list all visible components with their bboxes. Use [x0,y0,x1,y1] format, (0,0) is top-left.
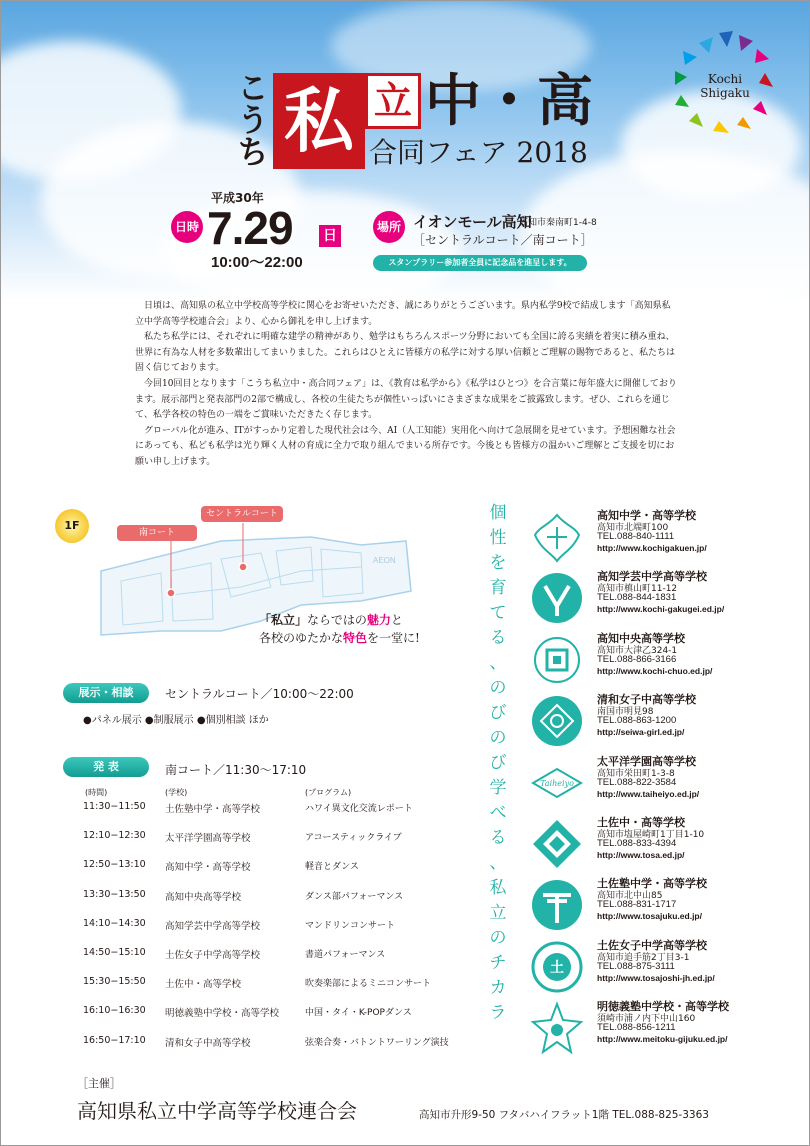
school-url[interactable]: http://www.kochi-chuo.ed.jp/ [597,665,713,676]
program-school: 土佐女子中学高等学校 [165,950,261,961]
school-url[interactable]: http://www.taiheiyo.ed.jp/ [597,788,700,799]
school-address: 高知市槙山町11-12 [597,584,678,595]
program-school: 高知中学・高等学校 [165,862,251,874]
exhibition-heading: セントラルコート／10:00～22:00 [165,687,354,701]
program-time: 16:50−17:10 [83,1034,146,1046]
slogan-char: の [489,728,507,748]
organizer-name: 高知県私立中学高等学校連合会 [77,1099,357,1123]
school-url[interactable]: http://www.kochigakuen.jp/ [597,543,707,553]
event-time: 10:00～22:00 [211,254,303,271]
organizer-label: ［主催］ [77,1077,121,1090]
program-time: 11:30−11:50 [83,801,146,812]
venue-name: イオンモール高知 [413,213,532,231]
program-school: 太平洋学園高等学校 [165,833,251,845]
exhibition-items [83,711,269,726]
school-address: 高知市北端町100 [597,523,669,533]
program-time: 14:10−14:30 [83,917,146,929]
school-name: 太平洋学園高等学校 [597,754,696,768]
map-tagline [259,611,420,647]
school-url[interactable]: http://www.tosajuku.ed.jp/ [597,911,702,922]
school-name: 土佐塾中学・高等学校 [597,877,707,891]
school-url[interactable]: http://www.tosajoshi-jh.ed.jp/ [597,972,715,983]
south-court-label: 南コート [117,525,197,541]
school-entry [529,937,779,999]
slogan-char: て [489,603,507,623]
school-url[interactable]: http://www.tosa.ed.jp/ [597,850,685,860]
tagline-part: 「私立」 [259,613,308,627]
gakugei-emblem-icon [529,570,585,626]
slogan-char: 、 [489,853,507,873]
central-court-label: セントラルコート [201,506,283,522]
tosajuku-emblem-icon [529,877,585,933]
program-time: 15:30−15:50 [83,976,146,988]
tosajoshi-emblem-icon [529,939,585,995]
program-row [83,1035,463,1059]
school-entry [529,691,779,753]
program-row [83,859,463,883]
school-name: 明徳義塾中学校・高等学校 [597,1000,729,1014]
school-name: 高知学芸中学高等学校 [597,570,707,584]
map-aeon-label: AEON [373,556,396,565]
program-school: 土佐中・高等学校 [165,979,242,991]
title-chuko: 中・高 [425,68,593,134]
organizer-address: 高知市升形9-50 フタバハイフラット1階 TEL.088-825-3363 [419,1109,709,1121]
school-name: 高知中央高等学校 [597,631,685,645]
program-school: 清和女子中高等学校 [165,1037,251,1049]
school-entry [529,998,779,1060]
school-address: 高知市追手筋2丁目3-1 [597,952,690,963]
slogan-char: 、 [489,653,507,673]
program-school: 明徳義塾中学校・高等学校 [165,1008,280,1020]
program-time: 16:10−16:30 [83,1005,146,1017]
greeting-paragraph: グローバル化が進み、ITがすっかり定着した現代社会は今、AI（人工知能）実用化へ向けて急展開を見せています。予想困難な社会にあっても、私ども私学は光り輝く人材の育成に全力で取り組んでまいる所存です。今後とも皆様方の温かいご理解とご支援を切にお願い申し上げます。 [135,425,676,467]
slogan-char: び [489,703,507,723]
tagline-part: ならではの [307,613,367,627]
title-fair: 合同フェア 2018 [369,136,588,169]
logo-text-2: Shigaku [700,86,750,100]
program-title: ダンス部パフォーマンス [305,891,404,902]
chuo-emblem-icon [529,632,585,688]
school-entry [529,630,779,692]
slogan-char: 個 [489,503,507,523]
program-row [83,918,463,942]
slogan-char: の [489,678,507,698]
school-tel: TEL.088-833-4394 [597,838,677,849]
venue-address: 高知市秦南町1-4-8 [519,218,597,228]
slogan-char: る [489,828,507,848]
greeting-paragraph: 日頃は、高知県の私立中学校高等学校に関心をお寄せいただき、誠にありがとうございます。県内私学9校で結成します「高知県私立中学高等学校連合会」より、心から御礼を申し上げます。 [135,301,671,327]
title-kouchi: こうち [232,71,270,167]
slogan-char: 私 [489,878,507,898]
col-time-header: (時間) [85,788,108,797]
slogan-char: び [489,753,507,773]
tagline-part: を一堂に! [367,631,420,645]
program-row [83,1005,463,1029]
program-title: ハワイ異文化交流レポート [305,804,413,814]
program-school: 土佐塾中学・高等学校 [165,804,261,815]
program-title: 弦楽合奏・バトントワーリング演技 [305,1037,449,1048]
slogan-char: 学 [489,778,507,798]
title-shi: 私 [273,73,365,169]
greeting-paragraph: 私たち私学には、それぞれに明確な建学の精神があり、勉学はもちろんスポーツ分野においても全国に誇る実績を着実に積み重ね、世界に有為な人材を多数輩出してまいりました。これらはひとえに皆様方の私学に対する厚い信頼とご理解の賜物であると、私たちは固く信じております。 [135,332,676,374]
meitoku-emblem-icon [529,1000,585,1056]
school-tel: TEL.088-875-3111 [597,960,675,972]
school-tel: TEL.088-856-1211 [597,1022,676,1034]
exhibition-item: ●パネル展示 [83,715,142,726]
tagline-part: 各校のゆたかな [259,631,344,645]
svg-text:土: 土 [550,959,564,976]
floor-badge: 1F [55,509,89,543]
school-address: 高知市栄田町1-3-8 [597,768,675,779]
slogan-char: る [489,628,507,648]
school-name: 土佐中・高等学校 [597,816,685,829]
school-tel: TEL.088-844-1831 [597,592,677,604]
program-title: マンドリンコンサート [305,920,396,931]
program-title: 書道パフォーマンス [305,950,386,960]
school-url[interactable]: http://www.kochi-gakugei.ed.jp/ [597,604,725,615]
school-entry [529,568,779,630]
program-time: 12:50−13:10 [83,859,146,871]
tagline-part: と [390,613,403,627]
program-row [83,801,463,825]
presentation-heading: 南コート／11:30～17:10 [165,763,307,777]
tagline-part: 魅力 [366,613,391,627]
school-tel: TEL.088-840-1111 [597,531,675,542]
school-address: 高知市塩屋崎町1丁目1-10 [597,830,705,840]
slogan-char: カ [489,978,507,998]
school-url[interactable]: http://www.meitoku-gijuku.ed.jp/ [597,1034,728,1045]
logo-text-1: Kochi [707,72,743,86]
slogan-char: 育 [489,578,507,598]
vertical-slogan [484,501,512,1026]
school-name: 土佐女子中学高等学校 [597,938,707,952]
col-school-header: (学校) [165,788,188,797]
col-program-header: (プログラム) [305,788,352,797]
program-title: 軽音とダンス [305,862,359,873]
school-name: 清和女子中高等学校 [597,693,696,707]
school-entry [529,814,779,876]
svg-text:Taiheiyo: Taiheiyo [540,778,574,788]
slogan-char: を [489,553,507,573]
program-school: 高知学芸中学高等学校 [165,920,261,932]
tosa-emblem-icon [529,816,585,872]
program-time: 14:50−15:10 [83,947,146,958]
school-address: 高知市北中山85 [597,891,663,902]
school-tel: TEL.088-831-1717 [597,899,677,911]
school-tel: TEL.088-822-3584 [597,776,677,788]
school-name: 高知中学・高等学校 [597,509,696,522]
program-time: 13:30−13:50 [83,888,146,900]
program-school: 高知中央高等学校 [165,891,242,903]
greeting-paragraph: 今回10回目となります「こうち私立中・高合同フェア」は、《教育は私学から》《私学はひとつ》を合言葉に毎年盛大に開催しております。展示部門と発表部門の2部で構成し、各校の生徒たちが個性いっぱいにさまざまな成果をご披露致します。ぜひ、これらを通じて、私学各校の特色の一端をご賞味いただきたく存じます。 [135,378,677,421]
slogan-char: べ [489,803,507,823]
event-day-of-week: 日 [319,225,341,247]
exhibition-item: ●制服展示 [144,715,194,726]
slogan-char: ラ [489,1003,507,1023]
taiheiyo-emblem-icon [529,755,585,811]
school-entry [529,753,779,815]
program-row [83,889,463,913]
school-entry [529,507,779,569]
presentation-tag: 発 表 [63,757,149,777]
event-era: 平成30年 [211,191,264,205]
school-address: 高知市大津乙324-1 [597,645,678,656]
slogan-char: チ [489,953,507,973]
title-block [1,1,810,301]
program-row [83,830,463,854]
program-time: 12:10−12:30 [83,830,146,842]
date-badge: 日時 [171,211,203,243]
seiwa-emblem-icon [529,693,585,749]
school-entry [529,875,779,937]
school-tel: TEL.088-866-3166 [597,653,677,665]
kochi-shigaku-logo [669,29,781,141]
event-date: 7.29 [207,202,293,254]
greeting-text [135,299,677,471]
exhibition-item: ●個別相談 ほか [196,715,269,726]
tagline-part: 特色 [343,631,368,645]
school-tel: TEL.088-863-1200 [597,715,677,727]
program-title: アコースティックライブ [305,833,402,844]
program-title: 中国・タイ・K-POPダンス [305,1008,412,1019]
slogan-char: 性 [489,528,507,548]
school-address: 南国市明見98 [597,707,654,718]
program-row [83,976,463,1000]
school-address: 須崎市浦ノ内下中山160 [597,1014,696,1025]
stamp-rally-banner: スタンプラリー参加者全員に記念品を進呈します。 [373,255,587,271]
program-title: 吹奏楽部によるミニコンサート [305,979,432,990]
venue-area: ［セントラルコート／南コート］ [413,233,593,247]
kochi-emblem-icon [529,509,585,565]
title-ritsu: 立 [365,73,421,129]
slogan-char: の [489,928,507,948]
program-row [83,947,463,971]
venue-badge: 場所 [373,211,405,243]
school-url[interactable]: http://seiwa-girl.ed.jp/ [597,727,685,738]
slogan-char: 立 [489,903,507,923]
exhibition-tag: 展示・相談 [63,683,149,703]
